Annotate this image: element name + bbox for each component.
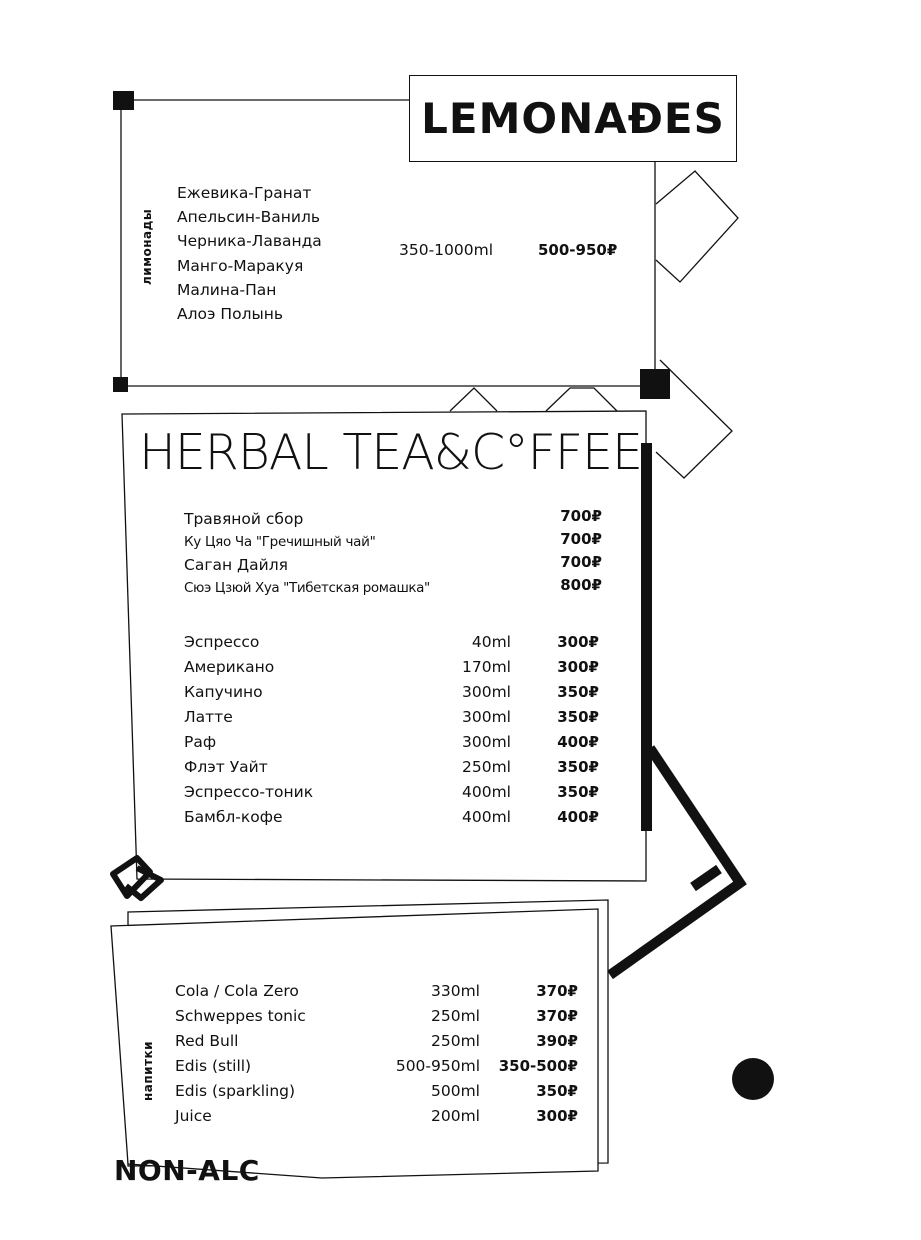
- list-item: Алоэ Полынь: [177, 305, 283, 324]
- list-item: Малина-Пан: [177, 280, 277, 299]
- coffee-name: Латте: [184, 708, 233, 726]
- drink-price: 300₽: [536, 1107, 578, 1125]
- coffee-volume: 40ml: [471, 633, 511, 651]
- drink-name: Edis (still): [175, 1057, 252, 1075]
- table-row: [184, 530, 602, 554]
- drink-volume: 500-950ml: [395, 1057, 480, 1075]
- lemonades-title: LEMONAĐES: [421, 94, 725, 143]
- table-row: [184, 705, 599, 729]
- coffee-name: Бамбл-кофе: [184, 808, 283, 826]
- coffee-volume: 400ml: [462, 808, 511, 826]
- lemonades-list: [177, 181, 322, 326]
- drink-volume: 500ml: [431, 1082, 480, 1100]
- coffee-name: Эспрессо: [184, 633, 260, 651]
- nonalc-title: NON-ALC: [114, 1154, 260, 1187]
- table-row: [184, 576, 602, 600]
- lemonades-volume: 350-1000ml: [399, 241, 494, 259]
- drink-price: 350₽: [536, 1082, 578, 1100]
- tea-price: 800₽: [560, 576, 602, 594]
- coffee-volume: 170ml: [462, 658, 511, 676]
- lemonades-title-box: [409, 75, 737, 162]
- coffee-price: 300₽: [557, 658, 599, 676]
- lemonades-price: 500-950₽: [538, 241, 618, 259]
- list-item: Апельсин-Ваниль: [177, 208, 321, 227]
- tea-name: Травяной сбор: [184, 510, 304, 528]
- coffee-volume: 300ml: [462, 733, 511, 751]
- table-row: [175, 1029, 578, 1053]
- table-row: [184, 655, 599, 679]
- list-item: Черника-Лаванда: [177, 232, 322, 251]
- coffee-volume: 400ml: [462, 783, 511, 801]
- drink-volume: 250ml: [431, 1007, 480, 1025]
- coffee-name: Раф: [184, 733, 217, 751]
- coffee-volume: 250ml: [462, 758, 511, 776]
- drink-price: 350-500₽: [498, 1057, 578, 1075]
- drink-name: Schweppes tonic: [175, 1007, 306, 1025]
- drink-volume: 250ml: [431, 1032, 480, 1050]
- tea-name: Саган Дайля: [184, 556, 288, 574]
- table-row: [184, 805, 599, 829]
- coffee-price: 350₽: [557, 708, 599, 726]
- table-row: [175, 1054, 578, 1078]
- coffee-name: Капучино: [184, 683, 263, 701]
- table-row: [175, 1004, 578, 1028]
- coffee-price: 300₽: [557, 633, 599, 651]
- drink-price: 370₽: [536, 982, 578, 1000]
- tea-price: 700₽: [560, 553, 602, 571]
- drink-volume: 200ml: [431, 1107, 480, 1125]
- coffee-volume: 300ml: [462, 683, 511, 701]
- table-row: [175, 1104, 578, 1128]
- coffee-price: 350₽: [557, 783, 599, 801]
- list-item: Ежевика-Гранат: [177, 184, 312, 202]
- drink-name: Edis (sparkling): [175, 1082, 296, 1100]
- table-row: [184, 730, 599, 754]
- table-row: [175, 1079, 578, 1103]
- tea-name: Ку Цяо Ча "Гречишный чай": [184, 534, 376, 550]
- list-item: Манго-Маракуя: [177, 256, 304, 275]
- herbal-title: HERBAL TEA&C°FFEE: [139, 424, 642, 481]
- coffee-name: Эспрессо-тоник: [184, 783, 314, 801]
- table-row: [184, 755, 599, 779]
- table-row: [184, 780, 599, 804]
- tea-price: 700₽: [560, 530, 602, 548]
- table-row: [184, 507, 602, 531]
- lemonades-side-label: лимонады: [140, 208, 154, 285]
- coffee-volume: 300ml: [462, 708, 511, 726]
- drink-price: 390₽: [536, 1032, 578, 1050]
- coffee-price: 350₽: [557, 758, 599, 776]
- tea-name: Сюэ Цзюй Хуа "Тибетская ромашка": [184, 580, 430, 596]
- coffee-name: Флэт Уайт: [184, 758, 268, 776]
- drink-name: Juice: [175, 1107, 212, 1125]
- tea-price: 700₽: [560, 507, 602, 525]
- coffee-price: 400₽: [557, 733, 599, 751]
- drink-price: 370₽: [536, 1007, 578, 1025]
- table-row: [184, 553, 602, 577]
- drink-name: Red Bull: [175, 1032, 239, 1050]
- coffee-price: 400₽: [557, 808, 599, 826]
- nonalc-side-label: напитки: [141, 1040, 155, 1101]
- table-row: [184, 680, 599, 704]
- drink-volume: 330ml: [431, 982, 480, 1000]
- coffee-price: 350₽: [557, 683, 599, 701]
- table-row: [184, 630, 599, 654]
- coffee-name: Американо: [184, 658, 275, 676]
- table-row: [175, 979, 578, 1003]
- drink-name: Cola / Cola Zero: [175, 982, 299, 1000]
